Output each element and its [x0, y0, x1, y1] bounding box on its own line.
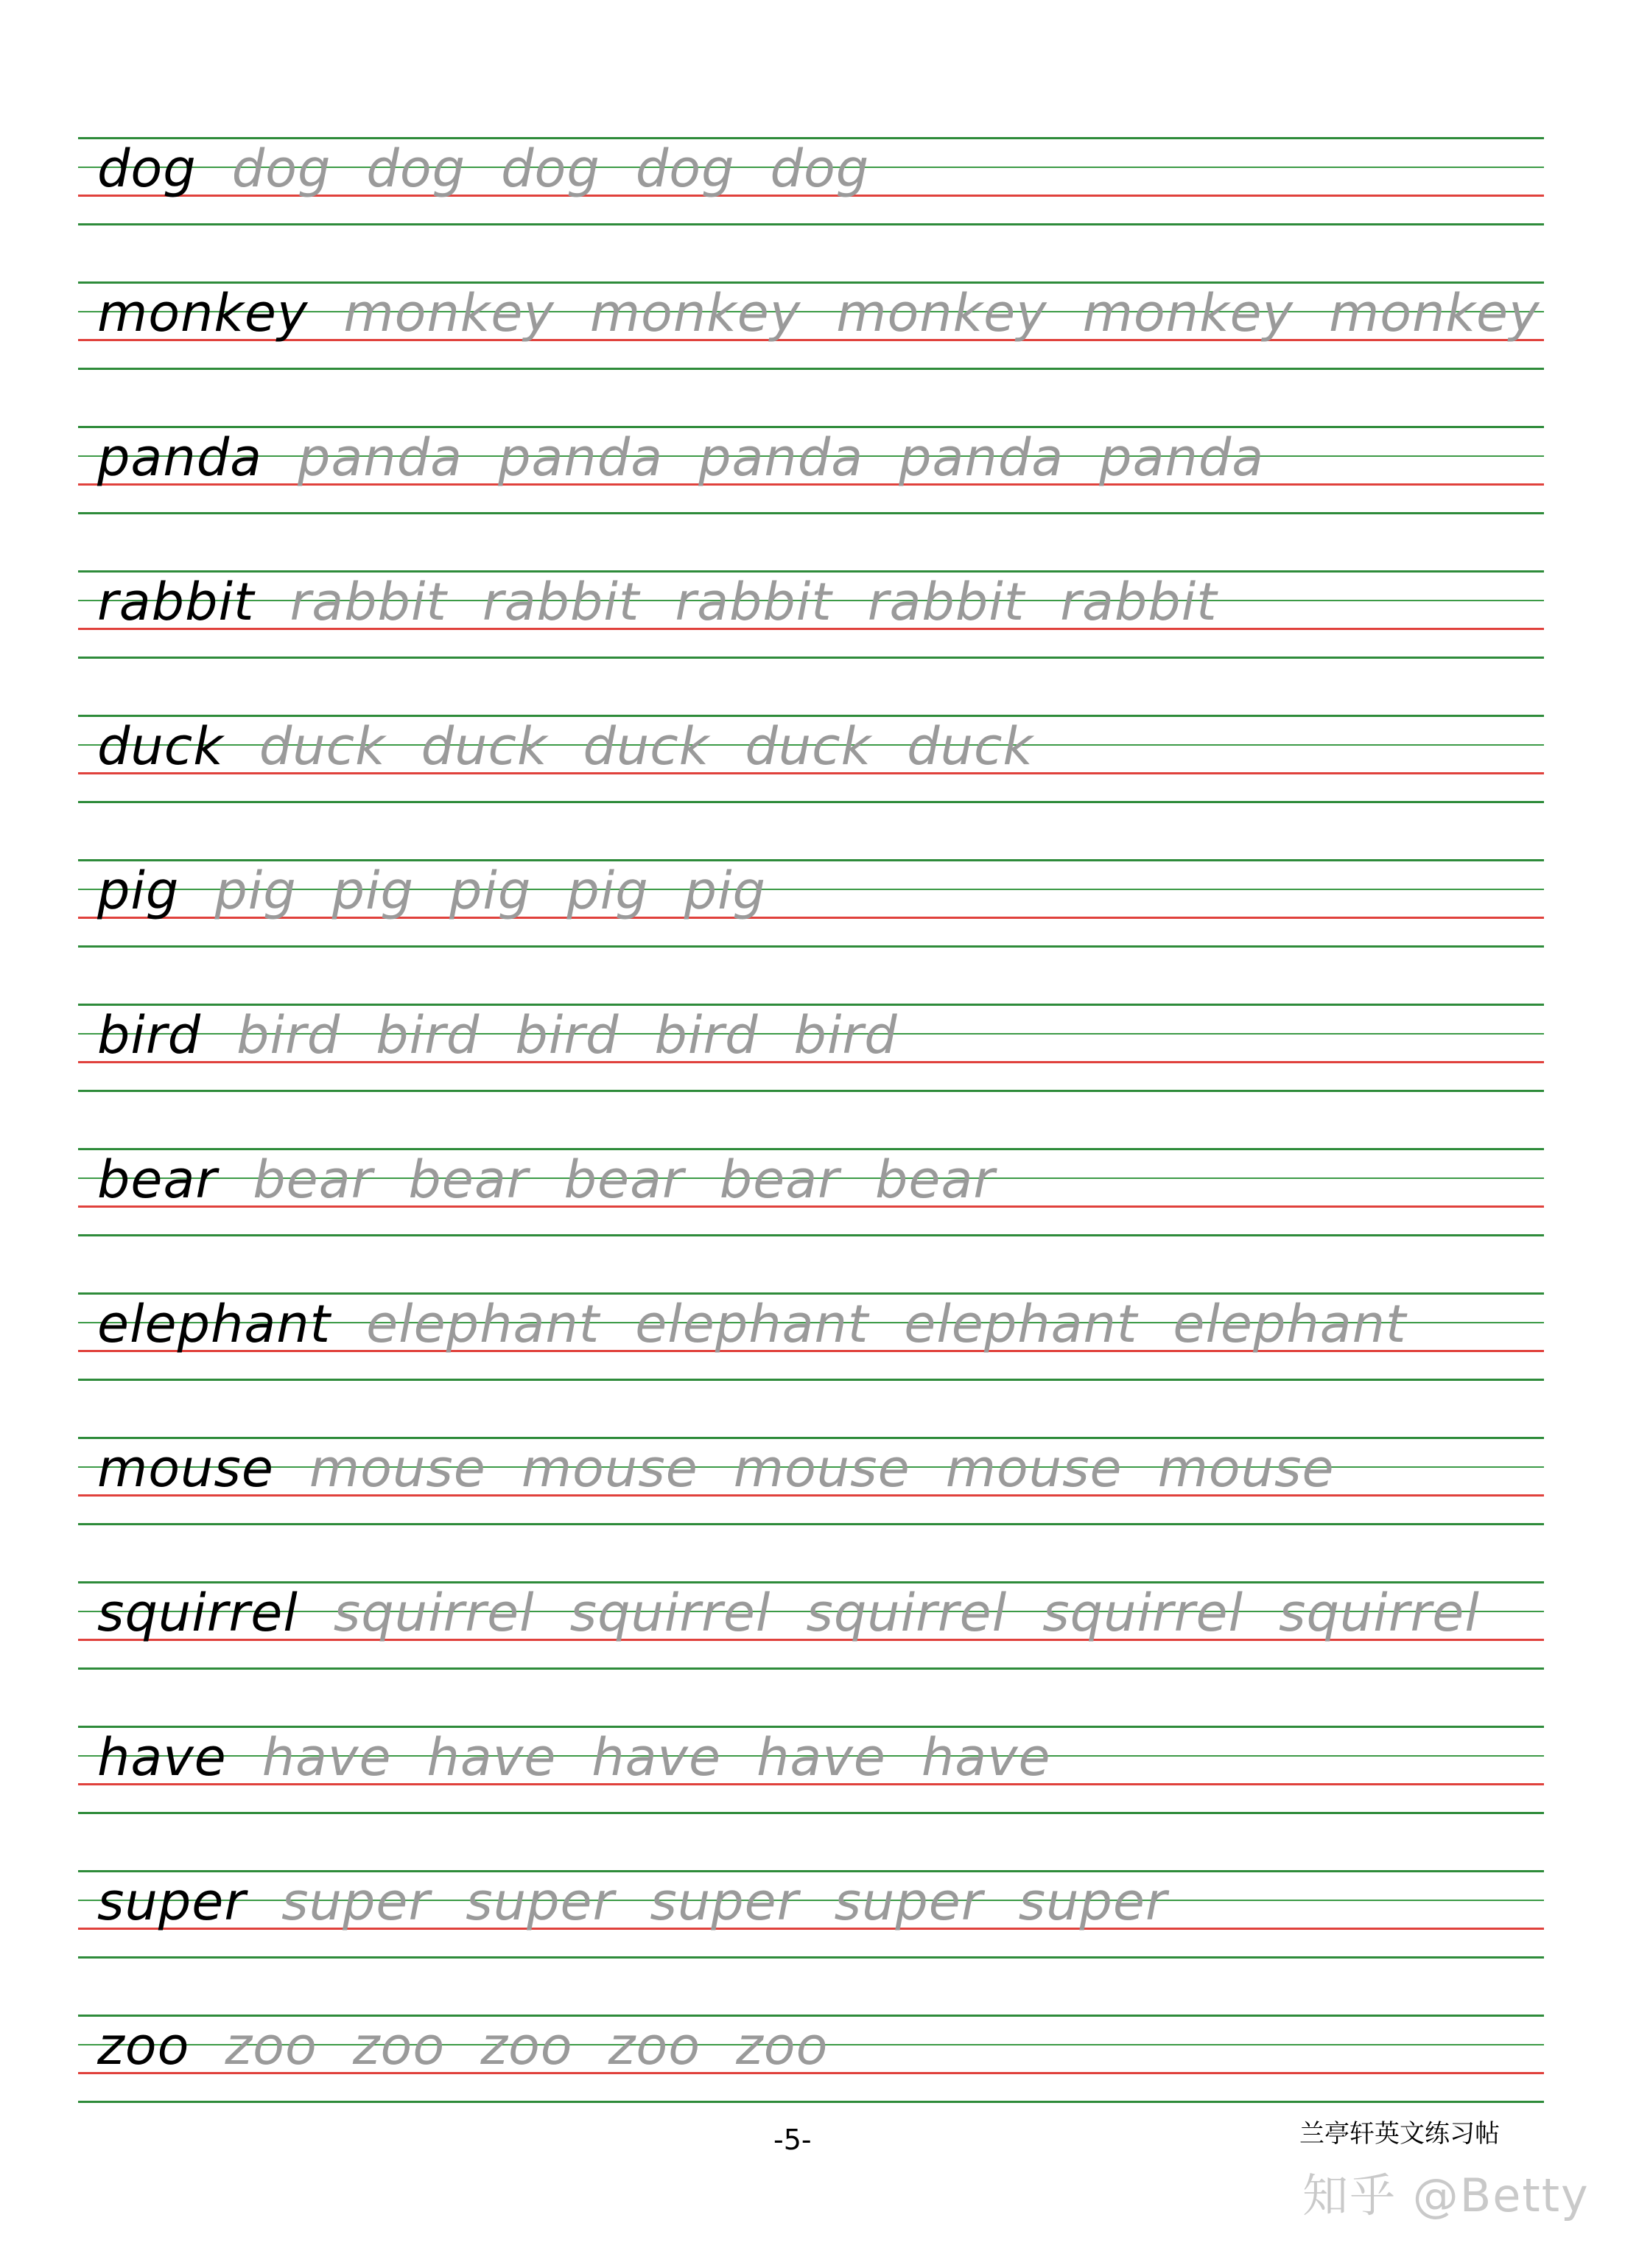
- trace-word: elephant: [366, 1294, 600, 1354]
- model-word: super: [97, 1872, 247, 1932]
- guide-green-rule: [78, 1090, 1544, 1092]
- trace-word: mouse: [309, 1438, 486, 1499]
- model-word: elephant: [97, 1294, 331, 1354]
- trace-word: have: [427, 1727, 557, 1788]
- guide-green-rule: [78, 945, 1544, 948]
- guide-green-rule: [78, 512, 1544, 514]
- guide-green-rule: [78, 1956, 1544, 1959]
- trace-word: elephant: [635, 1294, 869, 1354]
- guide-green-rule: [78, 1667, 1544, 1670]
- practice-row: [78, 426, 1544, 566]
- model-word: bird: [97, 1005, 202, 1065]
- trace-word: panda: [698, 427, 864, 488]
- trace-word: elephant: [904, 1294, 1138, 1354]
- trace-word: bird: [236, 1005, 341, 1065]
- trace-word: monkey: [1329, 283, 1540, 343]
- guide-green-rule: [78, 1379, 1544, 1381]
- trace-word: dog: [231, 139, 331, 199]
- practice-row: [78, 1148, 1544, 1288]
- model-word: have: [97, 1727, 227, 1788]
- trace-word: pig: [449, 861, 532, 921]
- trace-word: bird: [793, 1005, 898, 1065]
- trace-word: monkey: [836, 283, 1047, 343]
- word-line: [97, 1005, 933, 1065]
- model-word: rabbit: [97, 572, 255, 632]
- trace-word: elephant: [1173, 1294, 1407, 1354]
- guide-green-rule: [78, 223, 1544, 225]
- guide-green-rule: [78, 368, 1544, 370]
- trace-word: zoo: [736, 2016, 829, 2076]
- trace-word: panda: [1099, 427, 1265, 488]
- trace-word: pig: [214, 861, 297, 921]
- trace-word: monkey: [1082, 283, 1294, 343]
- trace-word: zoo: [608, 2016, 701, 2076]
- trace-word: panda: [899, 427, 1064, 488]
- trace-word: bear: [564, 1149, 684, 1210]
- trace-word: super: [834, 1872, 983, 1932]
- practice-row: [78, 137, 1544, 277]
- trace-word: squirrel: [806, 1583, 1008, 1643]
- baseline-red-rule: [78, 917, 1544, 919]
- guide-green-rule: [78, 1523, 1544, 1525]
- watermark: 知乎 @Betty: [1302, 2169, 1590, 2222]
- page-number: -5-: [773, 2124, 812, 2156]
- practice-row: [78, 859, 1544, 999]
- model-word: bear: [97, 1149, 218, 1210]
- trace-word: monkey: [589, 283, 801, 343]
- word-line: [97, 1149, 1031, 1210]
- guide-green-rule: [78, 801, 1544, 803]
- word-line: [97, 716, 1069, 777]
- word-line: [97, 861, 801, 921]
- trace-word: rabbit: [1060, 572, 1218, 632]
- trace-word: squirrel: [1278, 1583, 1480, 1643]
- guide-green-rule: [78, 1234, 1544, 1236]
- word-line: [97, 572, 1253, 632]
- book-title: 兰亭轩英文练习帖: [1299, 2119, 1500, 2149]
- word-line: [97, 1294, 1442, 1354]
- trace-word: zoo: [480, 2016, 573, 2076]
- trace-word: mouse: [1157, 1438, 1335, 1499]
- trace-word: super: [466, 1872, 615, 1932]
- trace-word: bear: [253, 1149, 373, 1210]
- model-word: mouse: [97, 1438, 274, 1499]
- trace-word: duck: [421, 716, 548, 777]
- model-word: duck: [97, 716, 224, 777]
- model-word: pig: [97, 861, 180, 921]
- trace-word: super: [281, 1872, 431, 1932]
- trace-word: monkey: [343, 283, 555, 343]
- trace-word: have: [757, 1727, 886, 1788]
- trace-word: have: [592, 1727, 722, 1788]
- practice-row: [78, 1581, 1544, 1721]
- guide-green-rule: [78, 2101, 1544, 2103]
- word-line: [97, 427, 1299, 488]
- trace-word: dog: [770, 139, 870, 199]
- guide-green-rule: [78, 1812, 1544, 1814]
- trace-word: bear: [719, 1149, 840, 1210]
- model-word: monkey: [97, 283, 309, 343]
- trace-word: pig: [331, 861, 414, 921]
- trace-word: mouse: [733, 1438, 910, 1499]
- practice-row: [78, 1437, 1544, 1577]
- trace-word: bird: [376, 1005, 480, 1065]
- word-line: [97, 1872, 1203, 1932]
- trace-word: zoo: [225, 2016, 317, 2076]
- trace-word: have: [262, 1727, 392, 1788]
- trace-word: squirrel: [333, 1583, 535, 1643]
- trace-word: rabbit: [482, 572, 640, 632]
- guide-green-rule: [78, 657, 1544, 659]
- trace-word: duck: [259, 716, 386, 777]
- practice-row: [78, 1726, 1544, 1866]
- trace-word: panda: [298, 427, 463, 488]
- trace-word: pig: [684, 861, 766, 921]
- trace-word: dog: [635, 139, 735, 199]
- trace-word: rabbit: [867, 572, 1025, 632]
- trace-word: super: [1018, 1872, 1168, 1932]
- trace-word: bear: [874, 1149, 996, 1210]
- trace-word: panda: [498, 427, 664, 488]
- trace-word: duck: [583, 716, 710, 777]
- practice-row: [78, 1292, 1544, 1432]
- word-line: [97, 1438, 1370, 1499]
- trace-word: have: [921, 1727, 1051, 1788]
- model-word: squirrel: [97, 1583, 298, 1643]
- trace-word: bird: [515, 1005, 620, 1065]
- trace-word: squirrel: [569, 1583, 771, 1643]
- model-word: zoo: [97, 2016, 190, 2076]
- trace-word: dog: [501, 139, 600, 199]
- trace-word: dog: [366, 139, 466, 199]
- trace-word: zoo: [352, 2016, 446, 2076]
- trace-word: bird: [654, 1005, 759, 1065]
- word-line: [97, 1583, 1515, 1643]
- practice-row: [78, 1004, 1544, 1144]
- trace-word: duck: [907, 716, 1033, 777]
- word-line: [97, 1727, 1087, 1788]
- trace-word: duck: [745, 716, 872, 777]
- model-word: dog: [97, 139, 197, 199]
- trace-word: bear: [408, 1149, 529, 1210]
- practice-row: [78, 715, 1544, 855]
- word-line: [97, 283, 1576, 343]
- word-line: [97, 2016, 863, 2076]
- practice-row: [78, 281, 1544, 421]
- trace-word: pig: [566, 861, 649, 921]
- model-word: panda: [97, 427, 263, 488]
- trace-word: super: [650, 1872, 799, 1932]
- trace-word: mouse: [945, 1438, 1123, 1499]
- trace-word: mouse: [521, 1438, 698, 1499]
- guide-green-rule: [78, 859, 1544, 861]
- practice-row: [78, 1870, 1544, 2010]
- practice-row: [78, 570, 1544, 710]
- trace-word: rabbit: [675, 572, 832, 632]
- trace-word: rabbit: [289, 572, 447, 632]
- trace-word: squirrel: [1042, 1583, 1243, 1643]
- word-line: [97, 139, 905, 199]
